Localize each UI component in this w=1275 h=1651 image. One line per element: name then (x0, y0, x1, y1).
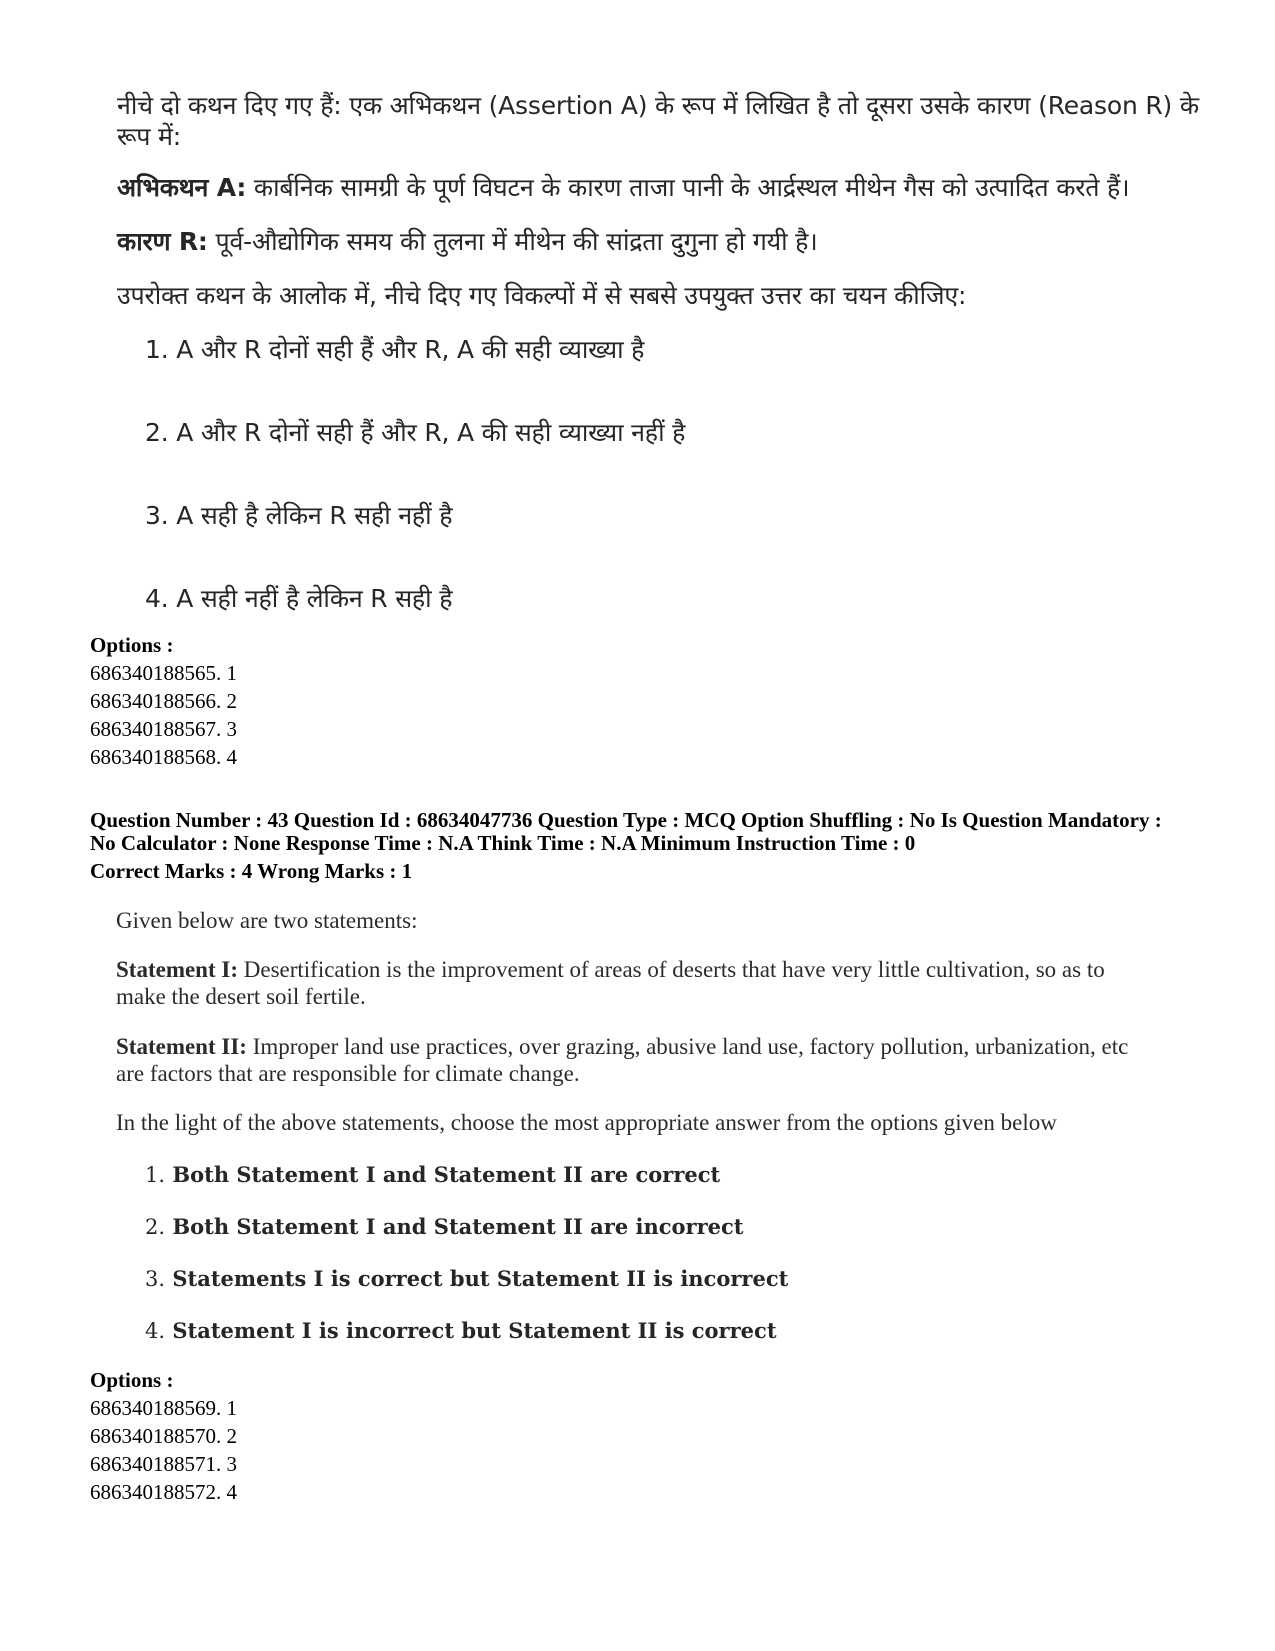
q42-reason (117, 224, 817, 258)
q42-instruction: उपरोक्त कथन के आलोक में, नीचे दिए गए विकल्पों में से सबसे उपयुक्त उत्तर का चयन कीजिए: (117, 281, 967, 310)
q43-choice-3 (145, 1266, 788, 1291)
q43-statement-2-line-1 (116, 1034, 1128, 1060)
q43-intro: Given below are two statements: (116, 908, 418, 933)
q43-choice-2-text: Both Statement I and Statement II are incorrect (172, 1214, 744, 1239)
q43-options-heading: Options : (90, 1368, 174, 1392)
q42-choice-2: 2. A और R दोनों सही हैं और R, A की सही व्याख्या नहीं है (145, 418, 686, 447)
q43-statement-1-text: Desertification is the improvement of areas of deserts that have very little cultivation, so as to (243, 957, 1105, 982)
q43-statement-2-line-2: are factors that are responsible for climate change. (116, 1061, 580, 1086)
q42-choice-4: 4. A सही नहीं है लेकिन R सही है (145, 584, 453, 613)
q43-statement-1-line-2: make the desert soil fertile. (116, 984, 366, 1009)
q43-choice-1-text: Both Statement I and Statement II are correct (172, 1162, 721, 1187)
q43-meta-line-1: Question Number : 43 Question Id : 68634047736 Question Type : MCQ Option Shuffling : No Is Question Mandatory : (90, 808, 1162, 832)
q43-instruction: In the light of the above statements, choose the most appropriate answer from the options given below (116, 1110, 1057, 1135)
q43-option-3: 686340188571. 3 (90, 1452, 237, 1476)
q42-assertion-label: अभिकथन A: (117, 173, 247, 202)
q42-option-2: 686340188566. 2 (90, 689, 237, 713)
q43-choice-1-number: 1. (145, 1163, 166, 1187)
q43-statement-2-label: Statement II: (116, 1034, 247, 1059)
q42-option-3: 686340188567. 3 (90, 717, 237, 741)
q43-statement-1-label: Statement I: (116, 957, 238, 982)
q42-options-heading: Options : (90, 633, 174, 657)
q43-choice-2 (145, 1214, 744, 1239)
q42-reason-label: कारण R: (117, 227, 208, 256)
q42-assertion-text: कार्बनिक सामग्री के पूर्ण विघटन के कारण ताजा पानी के आर्द्रस्थल मीथेन गैस को उत्पादित करते हैं। (253, 173, 1130, 202)
q43-choice-1 (145, 1162, 720, 1187)
q43-statement-1-line-1 (116, 957, 1105, 983)
q43-option-2: 686340188570. 2 (90, 1424, 237, 1448)
q43-choice-2-number: 2. (145, 1215, 166, 1239)
q43-choice-4-text: Statement I is incorrect but Statement II is correct (172, 1318, 777, 1343)
q43-statement-2-text: Improper land use practices, over grazing, abusive land use, factory pollution, urbanization, etc (252, 1034, 1129, 1059)
q42-choice-3: 3. A सही है लेकिन R सही नहीं है (145, 501, 453, 530)
q43-marks: Correct Marks : 4 Wrong Marks : 1 (90, 859, 413, 883)
q42-choice-1: 1. A और R दोनों सही हैं और R, A की सही व्याख्या है (145, 335, 645, 364)
q42-reason-text: पूर्व-औद्योगिक समय की तुलना में मीथेन की सांद्रता दुगुना हो गयी है। (215, 227, 818, 256)
q42-option-1: 686340188565. 1 (90, 661, 237, 685)
q43-choice-3-number: 3. (145, 1267, 166, 1291)
q42-option-4: 686340188568. 4 (90, 745, 237, 769)
q43-choice-4 (145, 1318, 777, 1343)
q43-choice-4-number: 4. (145, 1319, 166, 1343)
q42-intro-line-1: नीचे दो कथन दिए गए हैं: एक अभिकथन (Assertion A) के रूप में लिखित है तो दूसरा उसके कारण (Reason R) के (117, 91, 1199, 120)
q43-option-1: 686340188569. 1 (90, 1396, 237, 1420)
q42-assertion (117, 170, 1129, 204)
q43-option-4: 686340188572. 4 (90, 1480, 237, 1504)
q42-intro-line-2: रूप में: (117, 122, 181, 151)
q43-meta-line-2: No Calculator : None Response Time : N.A Think Time : N.A Minimum Instruction Time : 0 (90, 831, 916, 855)
q43-choice-3-text: Statements I is correct but Statement II is incorrect (172, 1266, 789, 1291)
